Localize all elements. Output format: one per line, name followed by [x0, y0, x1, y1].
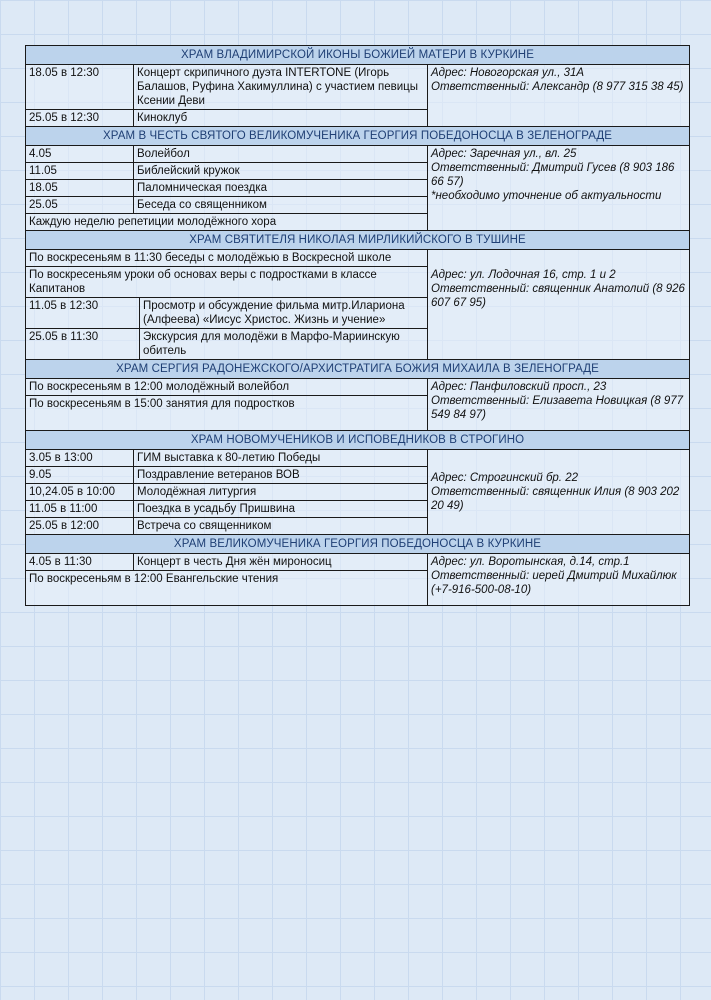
section-header	[26, 127, 690, 146]
church-title: ХРАМ ВЛАДИМИРСКОЙ ИКОНЫ БОЖИЕЙ МАТЕРИ В КУРКИНЕ	[26, 46, 690, 65]
table-row	[26, 65, 690, 110]
table-row	[26, 450, 690, 467]
event-description: Паломническая поездка	[134, 180, 428, 197]
schedule-table	[25, 45, 690, 606]
contact-cell	[428, 65, 690, 127]
event-date: 25.05 в 12:00	[26, 518, 134, 535]
contact-cell	[428, 146, 690, 231]
event-description: Экскурсия для молодёжи в Марфо-Мариинскую обитель	[140, 329, 428, 360]
address: Адрес: ул. Воротынская, д.14, стр.1	[431, 556, 630, 568]
address: Адрес: Строгинский бр. 22	[431, 472, 578, 484]
section-header	[26, 431, 690, 450]
address: Адрес: Новогорская ул., 31А	[431, 67, 585, 79]
event-description: Концерт в честь Дня жён мироносиц	[134, 554, 428, 571]
event-description: Концерт скрипичного дуэта INTERTONE (Игорь Балашов, Руфина Хакимуллина) с участием певицы Ксении Деви	[134, 65, 428, 110]
event-description: Библейский кружок	[134, 163, 428, 180]
event-description: Поездка в усадьбу Пришвина	[134, 501, 428, 518]
event-description: Просмотр и обсуждение фильма митр.Илариона (Алфеева) «Иисус Христос. Жизнь и учение»	[140, 298, 428, 329]
responsible: Ответственный: Елизавета Новицкая (8 977 549 84 97)	[431, 395, 684, 421]
event-date: 9.05	[26, 467, 134, 484]
table-row	[26, 379, 690, 396]
weekly-event: По воскресеньям уроки об основах веры с подростками в классе Капитанов	[26, 267, 428, 298]
note: *необходимо уточнение об актуальности	[431, 190, 662, 202]
event-date: 25.05 в 12:30	[26, 110, 134, 127]
contact-cell	[428, 379, 690, 431]
section-header	[26, 231, 690, 250]
event-date: 18.05 в 12:30	[26, 65, 134, 110]
contact-cell	[428, 450, 690, 535]
weekly-note: Каждую неделю репетиции молодёжного хора	[26, 214, 428, 231]
church-title: ХРАМ В ЧЕСТЬ СВЯТОГО ВЕЛИКОМУЧЕНИКА ГЕОРГИЯ ПОБЕДОНОСЦА В ЗЕЛЕНОГРАДЕ	[26, 127, 690, 146]
event-date: 25.05	[26, 197, 134, 214]
event-date: 25.05 в 11:30	[26, 329, 140, 360]
church-title: ХРАМ ВЕЛИКОМУЧЕНИКА ГЕОРГИЯ ПОБЕДОНОСЦА В КУРКИНЕ	[26, 535, 690, 554]
contact-cell	[428, 250, 690, 360]
section-header	[26, 360, 690, 379]
section-header	[26, 535, 690, 554]
event-description: Молодёжная литургия	[134, 484, 428, 501]
event-description: Встреча со священником	[134, 518, 428, 535]
address: Адрес: Заречная ул., вл. 25	[431, 148, 577, 160]
responsible: Ответственный: иерей Дмитрий Михайлюк (+7-916-500-08-10)	[431, 570, 677, 596]
address: Адрес: Панфиловский просп., 23	[431, 381, 607, 393]
event-description: Поздравление ветеранов ВОВ	[134, 467, 428, 484]
church-title: ХРАМ СВЯТИТЕЛЯ НИКОЛАЯ МИРЛИКИЙСКОГО В ТУШИНЕ	[26, 231, 690, 250]
table-row	[26, 250, 690, 267]
section-header	[26, 46, 690, 65]
address: Адрес: ул. Лодочная 16, стр. 1 и 2	[431, 269, 616, 281]
event-date: 11.05 в 11:00	[26, 501, 134, 518]
responsible: Ответственный: священник Анатолий (8 926 607 67 95)	[431, 283, 685, 309]
responsible: Ответственный: Дмитрий Гусев (8 903 186 66 57)	[431, 162, 675, 188]
event-description: ГИМ выставка к 80-летию Победы	[134, 450, 428, 467]
event-description: Волейбол	[134, 146, 428, 163]
event-date: 4.05	[26, 146, 134, 163]
responsible: Ответственный: Александр (8 977 315 38 45)	[431, 81, 684, 93]
church-title: ХРАМ НОВОМУЧЕНИКОВ И ИСПОВЕДНИКОВ В СТРОГИНО	[26, 431, 690, 450]
event-date: 4.05 в 11:30	[26, 554, 134, 571]
responsible: Ответственный: священник Илия (8 903 202 20 49)	[431, 486, 680, 512]
weekly-event: По воскресеньям в 15:00 занятия для подростков	[26, 396, 428, 431]
event-date: 10,24.05 в 10:00	[26, 484, 134, 501]
table-row	[26, 146, 690, 163]
weekly-event: По воскресеньям в 12:00 молодёжный волейбол	[26, 379, 428, 396]
weekly-event: По воскресеньям в 12:00 Евангельские чтения	[26, 571, 428, 606]
event-date: 11.05 в 12:30	[26, 298, 140, 329]
church-title: ХРАМ СЕРГИЯ РАДОНЕЖСКОГО/АРХИСТРАТИГА БОЖИЯ МИХАИЛА В ЗЕЛЕНОГРАДЕ	[26, 360, 690, 379]
event-date: 11.05	[26, 163, 134, 180]
event-date: 18.05	[26, 180, 134, 197]
event-description: Беседа со священником	[134, 197, 428, 214]
contact-cell	[428, 554, 690, 606]
event-date: 3.05 в 13:00	[26, 450, 134, 467]
schedule-sheet	[25, 45, 689, 606]
event-description: Киноклуб	[134, 110, 428, 127]
weekly-event: По воскресеньям в 11:30 беседы с молодёжью в Воскресной школе	[26, 250, 428, 267]
table-row	[26, 554, 690, 571]
